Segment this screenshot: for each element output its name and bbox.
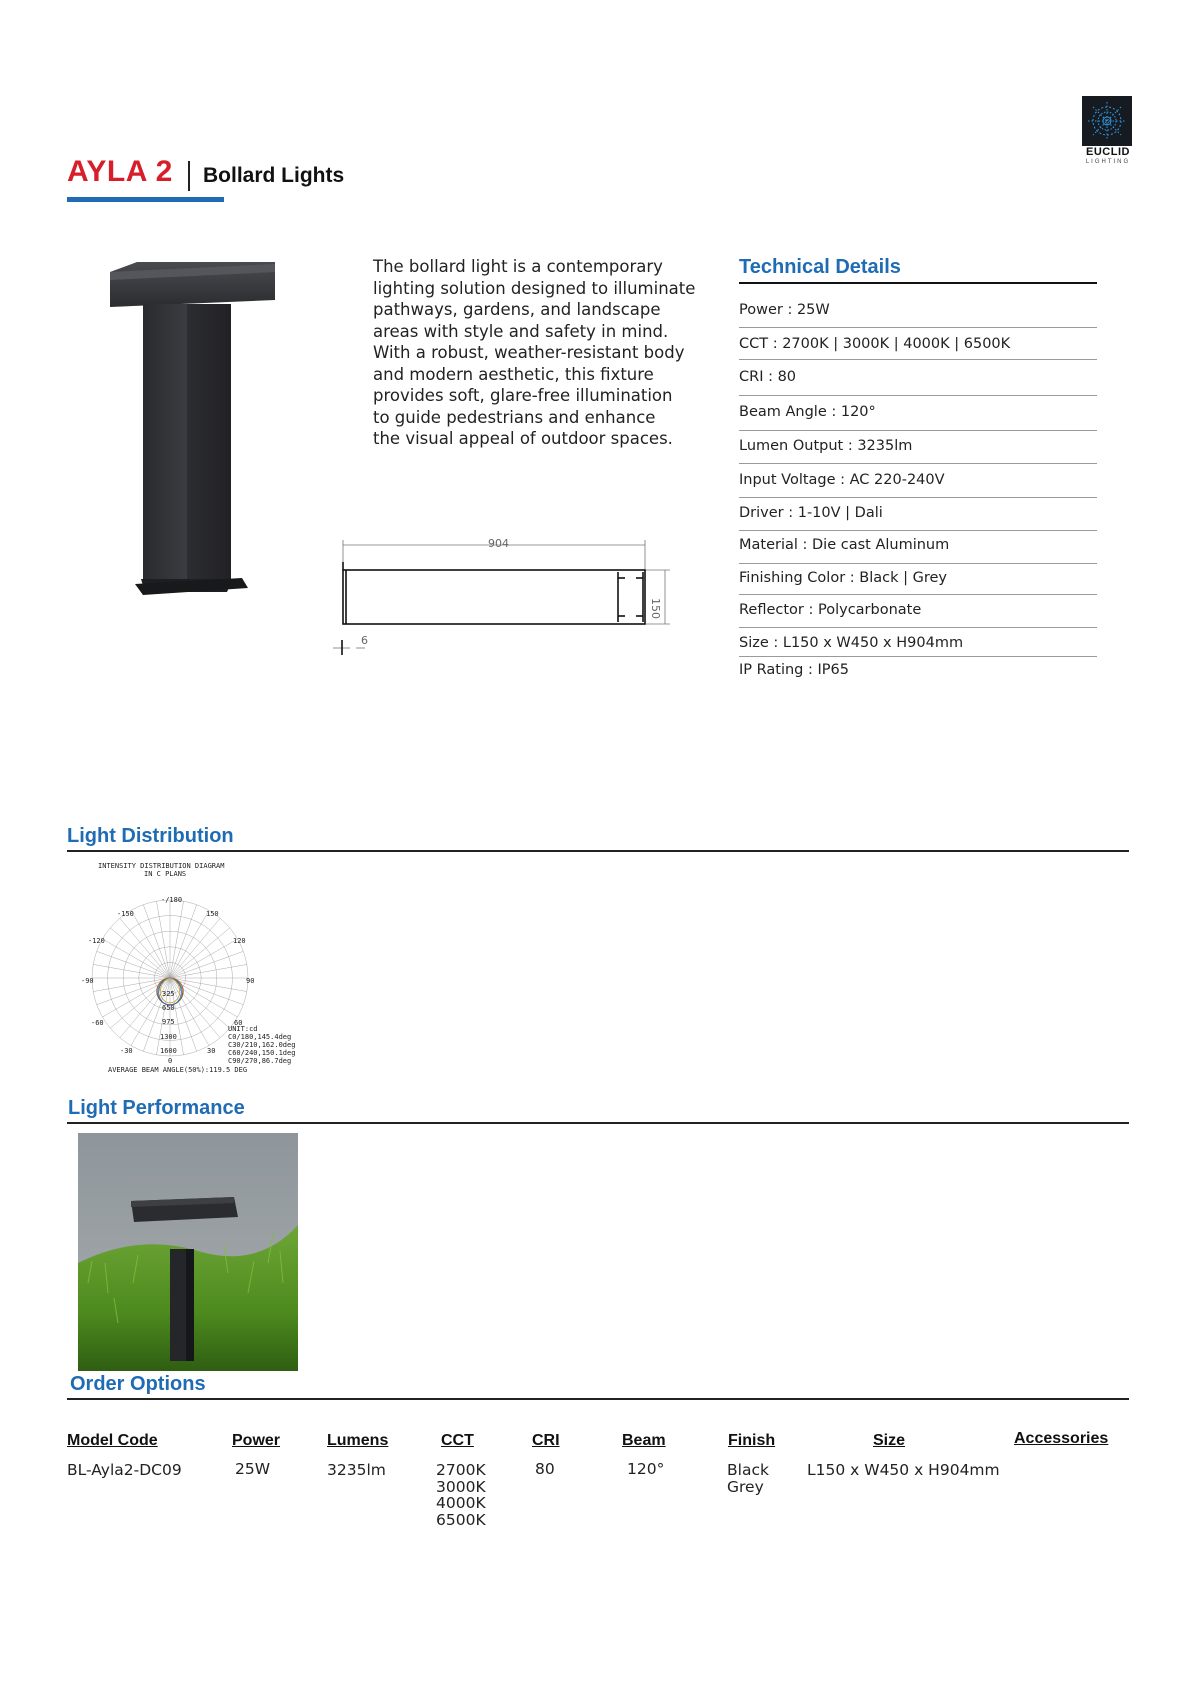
cell-model-code: BL-Ayla2-DC09 [67,1461,182,1479]
col-header-size: Size [873,1432,906,1449]
col-header-finish: Finish [728,1432,776,1449]
drawing-height-label: 150 [649,598,662,619]
polar-angle-label: -30 [120,1047,133,1055]
description-line: With a robust, weather-resistant body [373,343,685,362]
brand-sub: LIGHTING [1085,159,1131,165]
spec-lumen-output: Lumen Output : 3235lm [739,438,913,454]
diagram-title: INTENSITY DISTRIBUTION DIAGRAM IN C PLANS [98,862,225,878]
installation-photo [78,1133,298,1371]
spec-input-voltage: Input Voltage : AC 220-240V [739,472,945,488]
drawing-length-label: 904 [488,537,509,550]
polar-angle-label: -60 [91,1019,104,1027]
spec-power: Power : 25W [739,302,830,318]
description-line: areas with style and safety in mind. [373,321,669,341]
spec-material: Material : Die cast Aluminum [739,537,950,553]
spec-size: Size : L150 x W450 x H904mm [739,635,964,651]
cell-size: L150 x W450 x H904mm [807,1461,1000,1479]
order-options-title: Order Options [70,1373,206,1395]
spec-cct: CCT : 2700K | 3000K | 4000K | 6500K [739,336,1011,352]
spec-reflector: Reflector : Polycarbonate [739,602,922,618]
polar-angle-label: 90 [246,977,255,985]
polar-radial-label: 1300 [160,1033,177,1041]
polar-angle-label: 150 [206,910,219,918]
cell-beam: 120° [627,1460,665,1478]
average-beam-angle: AVERAGE BEAM ANGLE(50%):119.5 DEG [108,1066,248,1074]
polar-radial-label: 975 [162,1018,175,1026]
cell-lumens: 3235lm [327,1461,386,1479]
title-underline [67,197,224,202]
dimension-drawing [320,530,690,665]
description-line: and modern aesthetic, this fixture [373,364,654,384]
col-header-power: Power [232,1432,281,1449]
col-header-cri: CRI [532,1432,560,1449]
polar-angle-label: 0 [168,1057,173,1065]
spec-divider [739,497,1097,498]
description-line: the visual appeal of outdoor spaces. [373,429,673,448]
drawing-thickness-label: 6 [361,634,368,647]
col-header-accessories: Accessories [1014,1430,1109,1447]
polar-angle-label: 30 [207,1047,216,1055]
polar-angle-label: 60 [234,1019,243,1027]
light-performance-title: Light Performance [68,1097,245,1119]
spec-cri: CRI : 80 [739,369,797,385]
spec-ip-rating: IP Rating : IP65 [739,662,849,678]
order-options-rule [67,1398,1129,1400]
spec-divider [739,627,1097,628]
polar-angle-label: -120 [88,937,105,945]
spec-divider [739,430,1097,431]
title-divider [188,161,190,191]
polar-unit-label: UNIT:cd C0/180,145.4deg C30/210,162.0deg C60/240,150.1deg C90/270,86.7deg [228,1025,296,1065]
light-distribution-rule [67,850,1129,852]
spec-divider [739,530,1097,531]
spec-divider [739,463,1097,464]
product-category: Bollard Lights [203,164,345,187]
polar-radial-label: 650 [162,1004,175,1012]
polar-angle-label: -/180 [161,896,183,904]
description-line: to guide pedestrians and enhance [373,407,656,427]
spec-divider [739,395,1097,396]
spec-divider [739,359,1097,360]
spec-driver: Driver : 1-10V | Dali [739,505,883,521]
spec-divider [739,594,1097,595]
technical-details-title: Technical Details [739,256,901,278]
spec-beam-angle: Beam Angle : 120° [739,404,876,420]
product-description [373,256,713,450]
cell-power: 25W [235,1460,271,1478]
euclid-logo-icon [1082,96,1132,146]
cell-cri: 80 [535,1460,555,1478]
col-header-lumens: Lumens [327,1432,389,1449]
cell-cct: 2700K 3000K 4000K 6500K [436,1461,486,1529]
description-line: The bollard light is a contemporary [373,257,663,276]
product-image [105,262,280,597]
polar-angle-label: 120 [233,937,246,945]
brand-name: EUCLID [1086,146,1130,158]
technical-title-rule [739,282,1097,284]
description-line: lighting solution designed to illuminate [373,278,696,298]
spec-divider [739,563,1097,564]
spec-finishing-color: Finishing Color : Black | Grey [739,570,947,586]
polar-angle-label: -150 [117,910,134,918]
description-line: pathways, gardens, and landscape [373,300,661,319]
polar-radial-label: 1600 [160,1047,177,1055]
cell-finish: Black Grey [727,1461,769,1496]
light-performance-rule [67,1122,1129,1124]
light-distribution-title: Light Distribution [67,825,234,847]
product-title: AYLA 2 [67,155,173,188]
polar-angle-label: -90 [81,977,94,985]
spec-divider [739,327,1097,328]
col-header-beam: Beam [622,1432,666,1449]
polar-radial-label: 325 [162,990,175,998]
col-header-cct: CCT [441,1432,474,1449]
col-header-model-code: Model Code [67,1432,158,1449]
description-line: provides soft, glare-free illumination [373,386,673,405]
spec-divider [739,656,1097,657]
